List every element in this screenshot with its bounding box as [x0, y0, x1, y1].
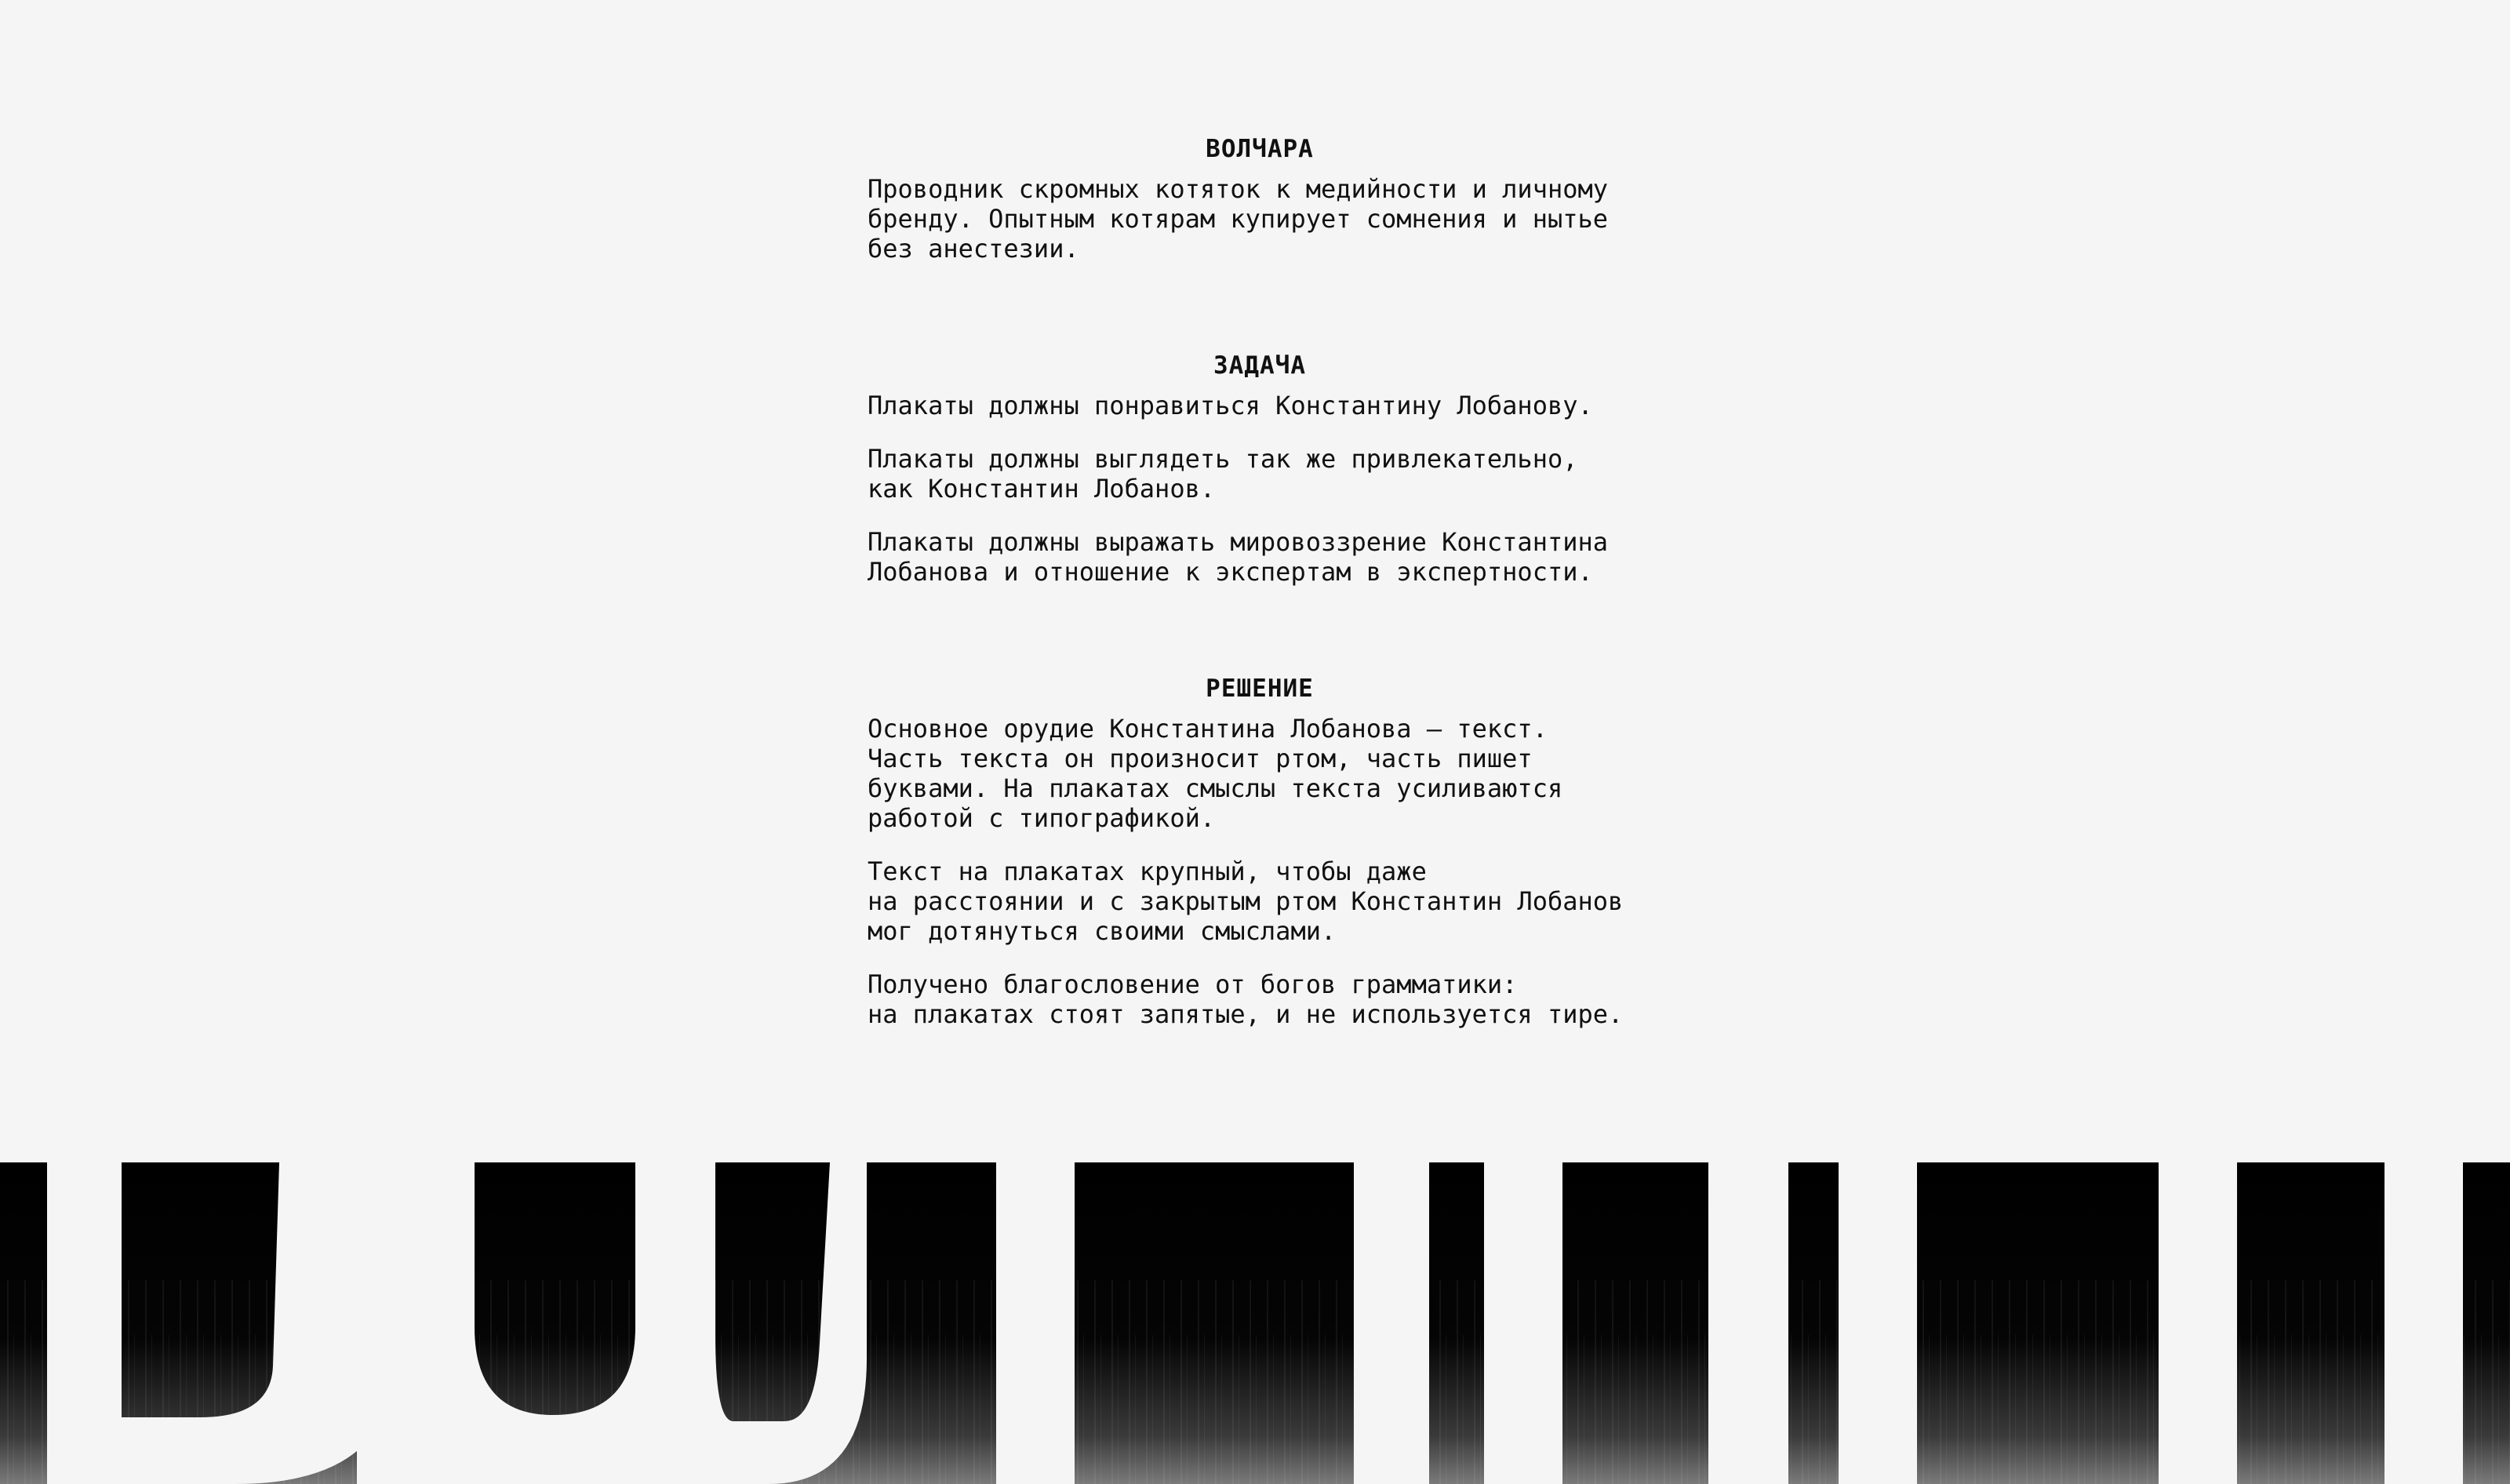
task-paragraph-1: Плакаты должны понравиться Константину Лобанову.: [868, 391, 1593, 420]
section-title-solution: РЕШЕНИЕ: [1206, 675, 1314, 703]
poster-typography-strip: [0, 1162, 2510, 1484]
volchara-description: Проводник скромных котяток к медийности и личному бренду. Опытным котярам купирует сомнения и нытье без анестезии.: [868, 174, 1609, 264]
task-paragraph-2: Плакаты должны выглядеть так же привлекательно, как Константин Лобанов.: [868, 444, 1578, 504]
section-title-task: ЗАДАЧА: [1213, 351, 1306, 380]
poster-letterforms-image: [0, 1162, 2510, 1484]
solution-paragraph-3: Получено благословение от богов грамматики: на плакатах стоят запятые, и не используется тире.: [868, 969, 1624, 1029]
section-title-volchara: ВОЛЧАРА: [1206, 135, 1314, 163]
solution-paragraph-2: Текст на плакатах крупный, чтобы даже на расстоянии и с закрытым ртом Константин Лобанов мог дотянуться своими смыслами.: [868, 857, 1624, 946]
solution-paragraph-1: Основное орудие Константина Лобанова — текст. Часть текста он произносит ртом, часть пишет буквами. На плакатах смыслы текста усиливаются работой с типографикой.: [868, 714, 1563, 833]
task-paragraph-3: Плакаты должны выражать мировоззрение Константина Лобанова и отношение к экспертам в экспертности.: [868, 527, 1609, 587]
